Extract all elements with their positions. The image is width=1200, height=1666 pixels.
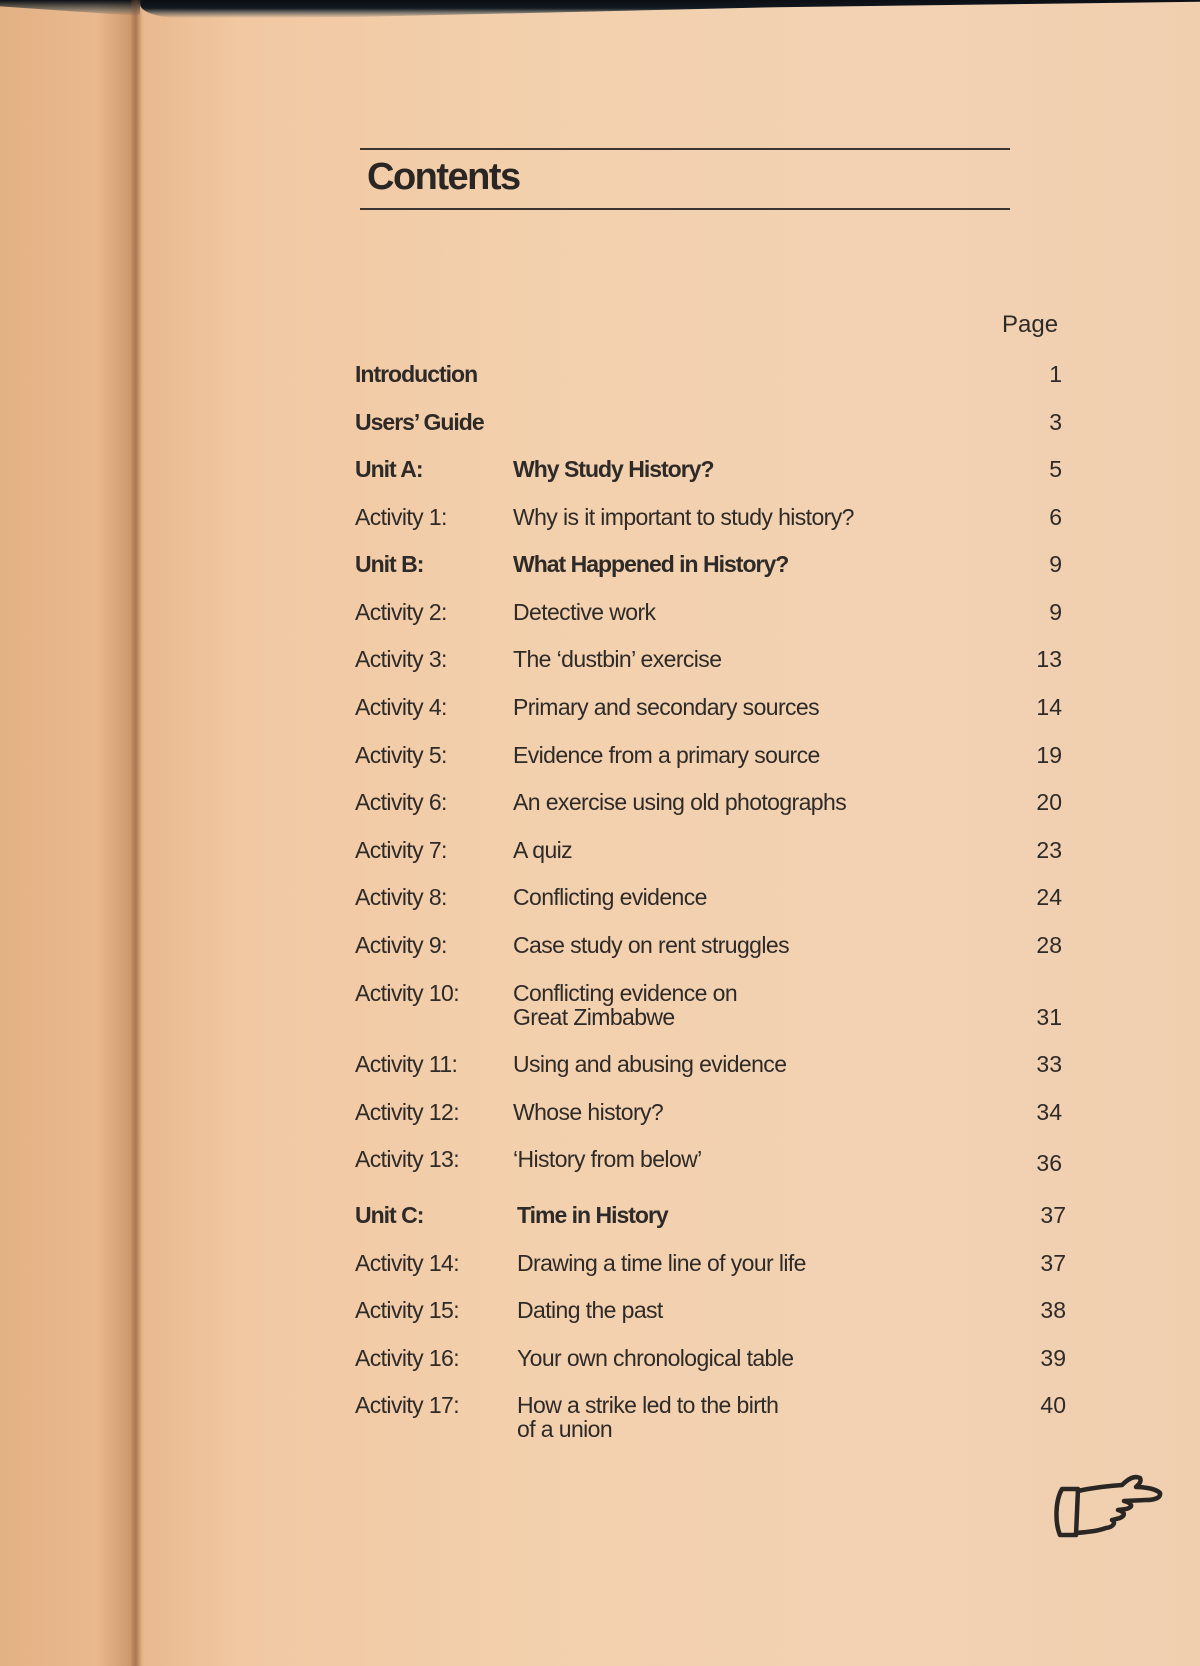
entry-page: 19 <box>1036 742 1062 768</box>
heading-rule-top <box>360 148 1010 150</box>
entry-title: Conflicting evidence <box>513 884 707 910</box>
entry-title: How a strike led to the birth <box>517 1392 779 1418</box>
heading-rule-bottom <box>360 208 1010 210</box>
page-title: Contents <box>367 156 520 198</box>
entry-label: Activity 11: <box>355 1051 458 1077</box>
page-column-header: Page <box>1002 311 1059 338</box>
entry-title: What Happened in History? <box>513 551 789 577</box>
entry-page: 23 <box>1036 837 1062 863</box>
entry-title: Conflicting evidence on <box>513 980 738 1006</box>
entry-label: Activity 5: <box>355 742 447 768</box>
entry-page: 36 <box>1036 1150 1062 1176</box>
entry-label: Activity 17: <box>355 1392 460 1418</box>
entry-title: Dating the past <box>517 1297 663 1323</box>
entry-title: Why is it important to study history? <box>513 504 854 530</box>
entry-title: A quiz <box>513 837 573 863</box>
entry-label: Activity 10: <box>355 980 460 1006</box>
entry-page: 3 <box>1049 409 1062 435</box>
entry-label: Users’ Guide <box>355 409 484 435</box>
entry-page: 9 <box>1049 599 1062 625</box>
page-top-shadow <box>140 0 1200 18</box>
entry-label: Activity 16: <box>355 1345 460 1371</box>
entry-title-line2: of a union <box>517 1416 613 1442</box>
entry-page: 1 <box>1049 361 1062 387</box>
entry-page: 13 <box>1036 646 1062 672</box>
entry-label: Activity 2: <box>355 599 447 625</box>
entry-title: Using and abusing evidence <box>513 1051 787 1077</box>
entry-page: 39 <box>1040 1345 1066 1371</box>
entry-title: Primary and secondary sources <box>513 694 820 720</box>
entry-title: An exercise using old photographs <box>513 789 847 815</box>
entry-label: Activity 14: <box>355 1250 460 1276</box>
entry-label: Introduction <box>355 361 478 387</box>
entry-title: Case study on rent struggles <box>513 932 789 958</box>
entry-page: 37 <box>1040 1202 1066 1228</box>
entry-page: 6 <box>1049 504 1062 530</box>
entry-title: Drawing a time line of your life <box>517 1250 806 1276</box>
entry-title: The ‘dustbin’ exercise <box>513 646 722 672</box>
entry-label: Activity 12: <box>355 1099 460 1125</box>
pointing-hand-icon[interactable] <box>1050 1473 1168 1545</box>
entry-label: Activity 4: <box>355 694 447 720</box>
entry-label: Unit B: <box>355 551 424 577</box>
entry-title: Evidence from a primary source <box>513 742 820 768</box>
entry-page: 34 <box>1036 1099 1062 1125</box>
entry-page: 37 <box>1040 1250 1066 1276</box>
entry-title-line2: Great Zimbabwe <box>513 1004 675 1030</box>
entry-page: 20 <box>1036 789 1062 815</box>
entry-title: Why Study History? <box>513 456 714 482</box>
page-top-shadow-left <box>0 0 140 16</box>
entry-title: Your own chronological table <box>517 1345 794 1371</box>
entry-title: ‘History from below’ <box>513 1146 702 1172</box>
entry-label: Activity 1: <box>355 504 447 530</box>
entry-title: Time in History <box>517 1202 668 1228</box>
entry-page: 38 <box>1040 1297 1066 1323</box>
entry-page: 31 <box>1036 1004 1062 1030</box>
entry-label: Activity 15: <box>355 1297 460 1323</box>
entry-page: 9 <box>1049 551 1062 577</box>
hand-outline <box>1076 1477 1160 1533</box>
entry-page: 28 <box>1036 932 1062 958</box>
entry-label: Activity 3: <box>355 646 447 672</box>
entry-title: Whose history? <box>513 1099 664 1125</box>
entry-label: Unit A: <box>355 456 423 482</box>
entry-title: Detective work <box>513 599 656 625</box>
entry-label: Activity 9: <box>355 932 447 958</box>
entry-label: Activity 13: <box>355 1146 460 1172</box>
entry-label: Activity 7: <box>355 837 447 863</box>
entry-page: 40 <box>1040 1392 1066 1418</box>
hand-cuff <box>1056 1489 1078 1535</box>
entry-label: Unit C: <box>355 1202 424 1228</box>
entry-page: 5 <box>1049 456 1062 482</box>
book-gutter <box>131 0 141 1666</box>
entry-label: Activity 6: <box>355 789 447 815</box>
entry-page: 33 <box>1036 1051 1062 1077</box>
entry-page: 14 <box>1036 694 1062 720</box>
entry-label: Activity 8: <box>355 884 447 910</box>
entry-page: 24 <box>1036 884 1062 910</box>
